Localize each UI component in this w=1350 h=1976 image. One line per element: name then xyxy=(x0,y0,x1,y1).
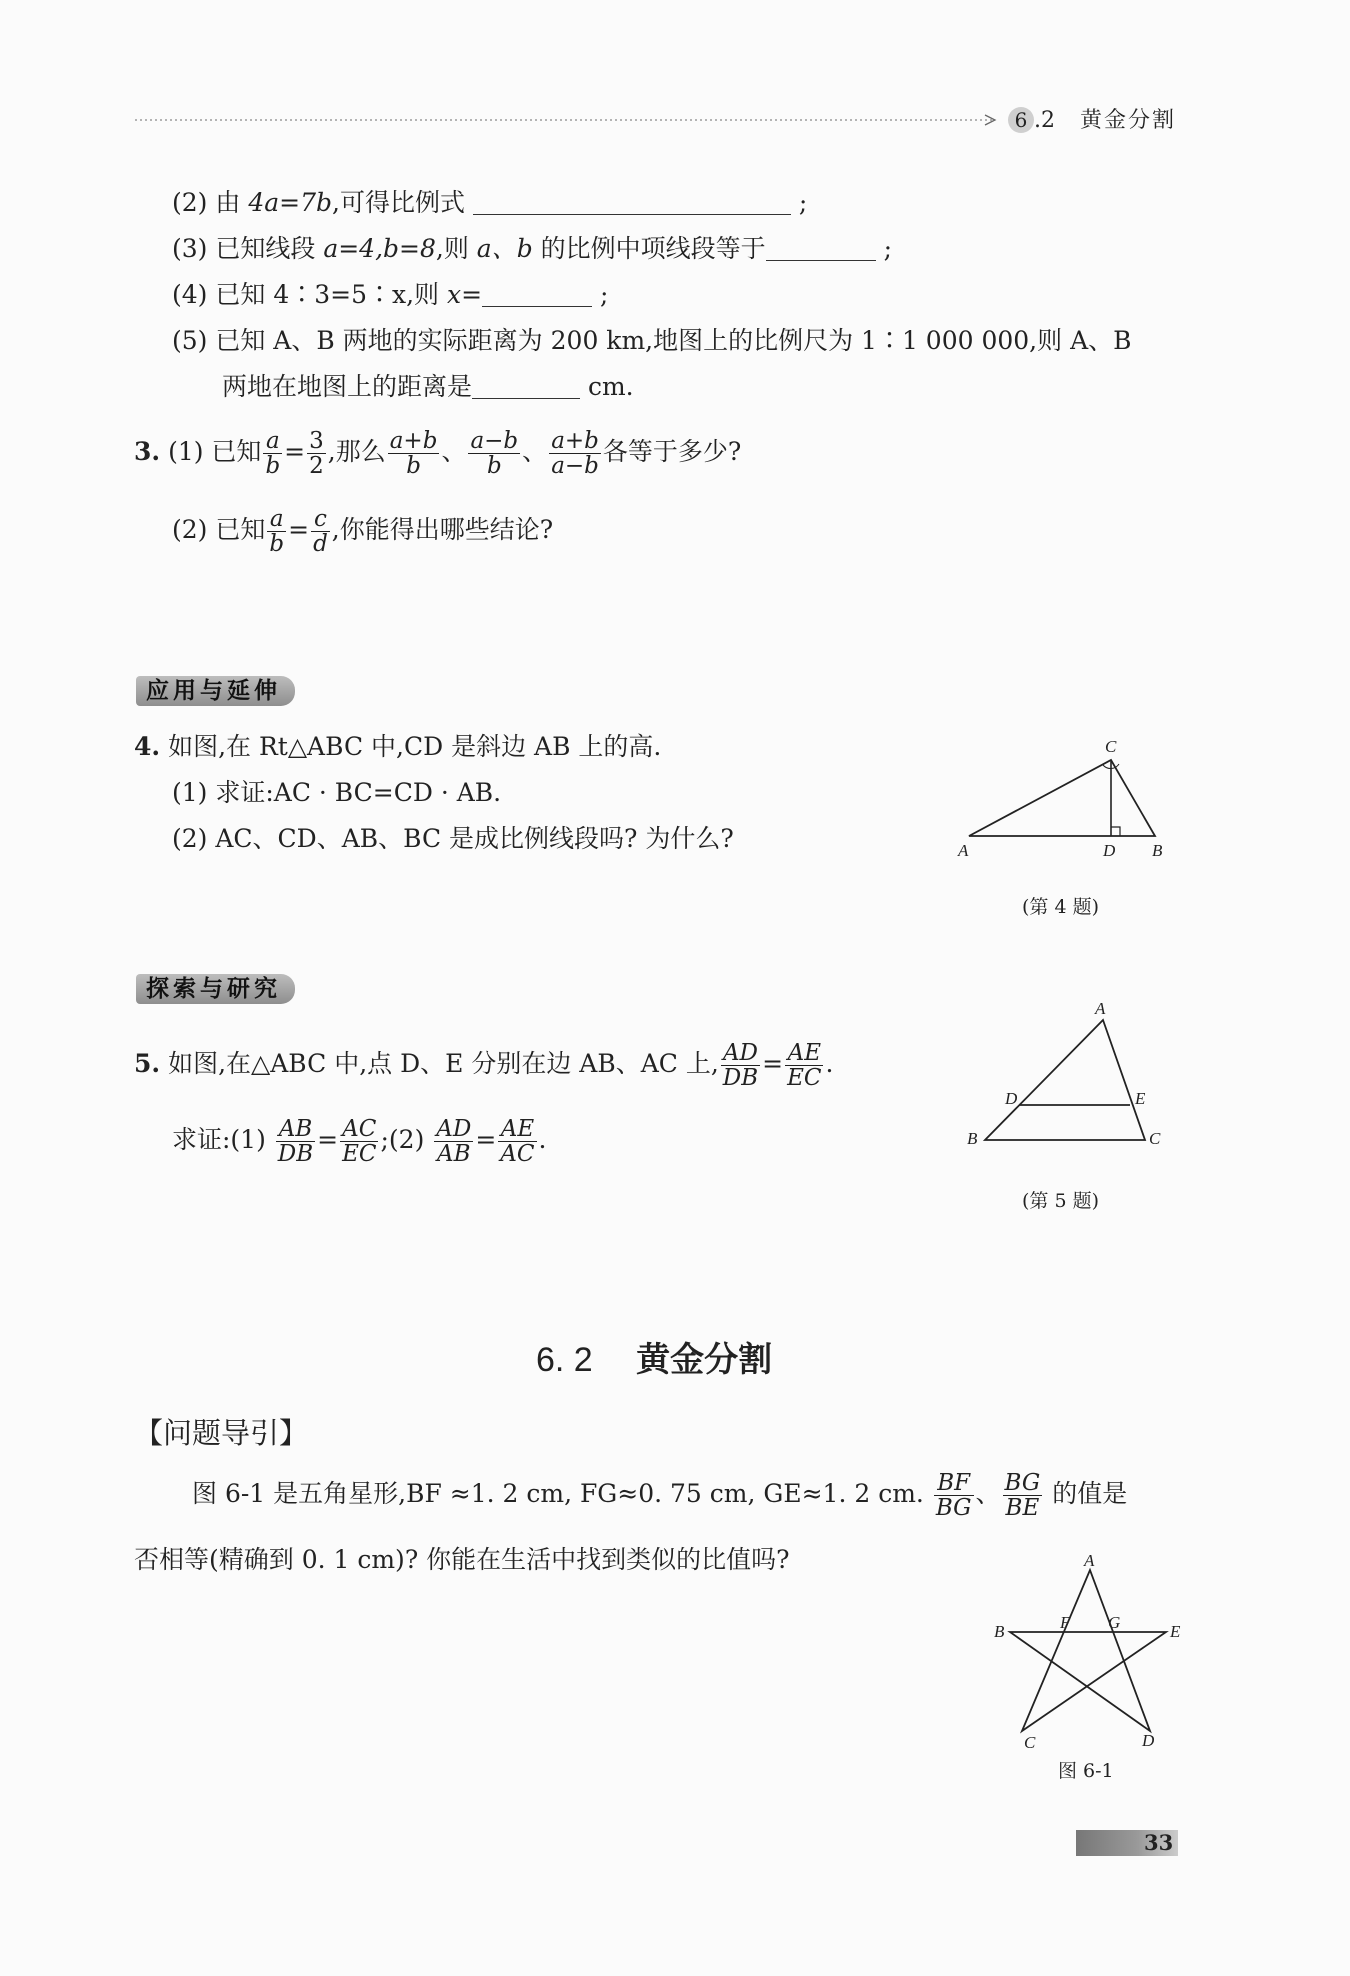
question-number: 4. xyxy=(134,732,161,761)
guide-line1 xyxy=(192,1466,1127,1522)
question-number: 5. xyxy=(134,1049,161,1078)
fraction-num: AD xyxy=(721,1041,760,1066)
fraction-den: DB xyxy=(722,1065,759,1091)
separator: 、 xyxy=(975,1479,1001,1508)
q3-p1-mid: ,那么 xyxy=(327,437,386,466)
q5-sep: ;(2) xyxy=(380,1125,425,1154)
q2-part5-line2 xyxy=(222,370,634,404)
q2-part5-line1: (5) 已知 A、B 两地的实际距离为 200 km,地图上的比例尺为 1∶1 000 000,则 A、B xyxy=(172,326,1132,355)
fraction-den: b xyxy=(406,453,421,479)
fraction-den: d xyxy=(313,531,328,557)
label-B: B xyxy=(967,1129,978,1148)
equals-sign: = xyxy=(284,437,306,466)
label-A: A xyxy=(1084,1551,1095,1570)
q3-p2-end: ,你能得出哪些结论? xyxy=(331,515,554,544)
q2-p4-prefix: (4) 已知 xyxy=(172,280,266,309)
figure-q5-triangle xyxy=(955,998,1185,1158)
equals-sign: = xyxy=(288,515,310,544)
q4-line1 xyxy=(134,730,661,764)
figure-q4-caption: (第 4 题) xyxy=(1022,896,1099,918)
fraction-den: AB xyxy=(437,1141,471,1167)
q4-text: 如图,在 Rt△ABC 中,CD 是斜边 AB 上的高. xyxy=(168,732,662,761)
section-tag-application: 应用与延伸 xyxy=(136,676,295,706)
fraction xyxy=(934,1471,974,1520)
fraction xyxy=(388,429,440,478)
q2-p4-end: ; xyxy=(600,280,609,309)
fraction-den: b xyxy=(265,453,281,479)
figure-q5-caption: (第 5 题) xyxy=(1022,1190,1099,1212)
fraction xyxy=(311,507,330,556)
fraction xyxy=(434,1117,473,1166)
q2-p5-unit: cm. xyxy=(587,372,634,401)
page-number: 33 xyxy=(1144,1830,1174,1855)
fraction-den: b xyxy=(269,531,285,557)
answer-blank xyxy=(473,190,791,215)
fraction-num: AB xyxy=(276,1117,315,1142)
fraction xyxy=(263,429,282,478)
fraction-den: a−b xyxy=(551,453,599,479)
fraction xyxy=(468,429,520,478)
q2-p2-prefix: (2) 由 xyxy=(172,188,241,217)
fraction xyxy=(1003,1471,1043,1520)
fraction-den: EC xyxy=(787,1065,822,1091)
fraction-den: DB xyxy=(277,1141,314,1167)
header-title: 黄金分割 xyxy=(1080,108,1177,133)
guide-text-end: 的值是 xyxy=(1052,1479,1128,1508)
guide-text: 图 6-1 是五角星形,BF ≈1. 2 cm, FG≈0. 75 cm, GE≈1. 2 cm. xyxy=(192,1479,924,1508)
label-B: B xyxy=(1152,841,1163,860)
q2-part2 xyxy=(172,186,807,220)
q2-p4-eq: 4∶3=5∶x xyxy=(273,280,407,309)
fraction xyxy=(785,1041,823,1090)
q4-line3: (2) AC、CD、AB、BC 是成比例线段吗? 为什么? xyxy=(172,824,734,853)
separator: 、 xyxy=(522,437,548,466)
label-E: E xyxy=(1135,1089,1146,1108)
fraction-num: a xyxy=(267,507,286,532)
fraction-den: BG xyxy=(935,1495,972,1521)
label-F: F xyxy=(1060,1613,1071,1632)
figure-q4-triangle xyxy=(955,732,1190,862)
period: . xyxy=(825,1049,834,1078)
section-tag-exploration: 探索与研究 xyxy=(136,974,295,1004)
q2-p3-eq: a=4,b=8 xyxy=(323,234,436,263)
label-C: C xyxy=(1149,1129,1161,1148)
guide-line2: 否相等(精确到 0. 1 cm)? 你能在生活中找到类似的比值吗? xyxy=(134,1545,790,1574)
fraction-num: AE xyxy=(785,1041,823,1066)
q2-p2-end: ; xyxy=(798,188,808,217)
fraction-num: a+b xyxy=(551,428,599,454)
label-A: A xyxy=(958,841,969,860)
section-number: 6. 2 xyxy=(536,1341,593,1379)
q2-p2-text: ,可得比例式 xyxy=(332,188,465,217)
q2-p3-end: ; xyxy=(883,234,893,263)
fraction-num: AC xyxy=(340,1117,378,1142)
q3-p2-prefix: (2) 已知 xyxy=(172,515,266,544)
label-D: D xyxy=(1005,1089,1018,1108)
label-C: C xyxy=(1105,737,1117,756)
separator: 、 xyxy=(441,437,467,466)
fraction-num: a−b xyxy=(470,428,519,454)
answer-blank xyxy=(472,374,580,399)
period: . xyxy=(538,1125,547,1154)
q3-p1-end: 各等于多少? xyxy=(602,437,742,466)
header-section xyxy=(1008,106,1176,136)
q5-prove: 求证:(1) xyxy=(172,1125,266,1154)
header-dotted-rule xyxy=(135,112,1005,126)
q2-p2-eq: 4a=7b xyxy=(248,188,332,217)
section-title xyxy=(536,1338,772,1382)
figure-6-1-caption: 图 6-1 xyxy=(1058,1760,1114,1782)
fraction-num: 3 xyxy=(309,428,324,454)
label-D: D xyxy=(1142,1731,1155,1750)
fraction-den: AC xyxy=(500,1141,535,1167)
q4-line2: (1) 求证:AC · BC=CD · AB. xyxy=(172,778,502,807)
fraction-den: 2 xyxy=(309,453,324,479)
fraction xyxy=(307,429,326,478)
label-A: A xyxy=(1095,999,1106,1018)
fraction xyxy=(549,429,601,478)
fraction-den: BE xyxy=(1005,1495,1040,1521)
q5-text: 如图,在△ABC 中,点 D、E 分别在边 AB、AC 上, xyxy=(168,1049,719,1078)
section-title-text: 黄金分割 xyxy=(636,1341,773,1379)
fraction xyxy=(340,1117,378,1166)
question-number: 3. xyxy=(134,437,161,466)
answer-blank xyxy=(766,236,876,261)
answer-blank xyxy=(482,282,592,307)
q2-p5-line2: 两地在地图上的距离是 xyxy=(222,372,473,401)
fraction xyxy=(267,507,286,556)
label-C: C xyxy=(1024,1733,1036,1750)
fraction xyxy=(276,1117,315,1166)
fraction-num: a+b xyxy=(389,428,438,454)
q2-p3-text: ,则 xyxy=(435,234,469,263)
q2-part4 xyxy=(172,278,608,312)
guide-heading: 【问题导引】 xyxy=(134,1418,309,1450)
q5-line2: 求证:(1) $\frac{AB}{DB}$ = $\frac{AC}{EC}$ ;(2) $\frac{AD}{AB}$ = $\frac{AE}{AC}$ . xyxy=(172,1116,547,1167)
q3-p1-prefix: (1) 已知 xyxy=(168,437,262,466)
fraction-num: BF xyxy=(934,1471,974,1496)
q2-p3-prefix: (3) 已知线段 xyxy=(172,234,316,263)
fraction-num: AE xyxy=(498,1117,536,1142)
figure-6-1-star xyxy=(980,1550,1190,1750)
fraction-num: BG xyxy=(1004,1470,1041,1496)
header-section-circle: 6 xyxy=(1008,107,1034,133)
label-B: B xyxy=(994,1622,1005,1641)
q2-p4-var: x= xyxy=(447,280,483,309)
q2-p3-vars: a、b xyxy=(476,234,533,263)
q5-line1: 5. 如图,在△ABC 中,点 D、E 分别在边 AB、AC 上, $\frac{AD}{DB}$ = $\frac{AE}{EC}$ . xyxy=(134,1040,834,1091)
fraction-den: EC xyxy=(342,1141,377,1167)
q2-p3-text2: 的比例中项线段等于 xyxy=(540,234,766,263)
q2-part3 xyxy=(172,232,892,266)
fraction-num: a xyxy=(263,429,282,454)
fraction xyxy=(721,1041,760,1090)
fraction-num: c xyxy=(311,507,330,532)
fraction-den: b xyxy=(486,453,502,479)
label-G: G xyxy=(1108,1613,1121,1632)
header-section-rest: .2 xyxy=(1034,108,1055,133)
label-D: D xyxy=(1103,841,1116,860)
fraction-num: AD xyxy=(436,1116,472,1142)
q2-p4-text: ,则 xyxy=(406,280,440,309)
label-E: E xyxy=(1170,1622,1181,1641)
fraction xyxy=(498,1117,536,1166)
q3-part1 xyxy=(134,424,741,480)
q3-part2 xyxy=(172,502,553,558)
